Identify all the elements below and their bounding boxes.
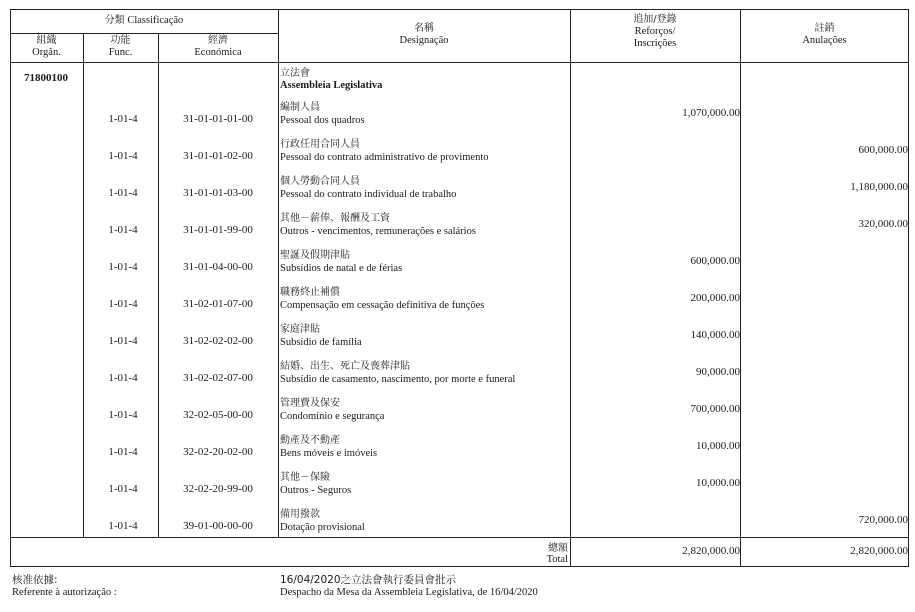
designation-pt: Outros - Seguros	[280, 485, 352, 496]
reinforcement-amount: 600,000.00	[690, 255, 740, 267]
divider-eco	[278, 9, 279, 538]
designation-zh: 個人勞動合同人員	[280, 176, 360, 187]
total-label-pt: Total	[546, 554, 568, 565]
func-code: 1-01-4	[108, 520, 138, 532]
designation-zh: 備用撥款	[280, 509, 320, 520]
func-code: 1-01-4	[108, 483, 138, 495]
designation-pt: Pessoal do contrato administrativo de provimento	[280, 152, 489, 163]
economic-code: 31-02-01-07-00	[183, 298, 253, 310]
reinforcement-amount: 10,000.00	[696, 477, 740, 489]
func-code: 1-01-4	[108, 335, 138, 347]
func-code: 1-01-4	[108, 150, 138, 162]
designation-zh: 職務終止補償	[280, 287, 340, 298]
designation-pt: Bens móveis e imóveis	[280, 448, 378, 459]
func-code: 1-01-4	[108, 113, 138, 125]
designation-zh: 家庭津貼	[280, 324, 320, 335]
designation-pt: Condomínio e segurança	[280, 411, 385, 422]
divider-reinforcement	[740, 9, 741, 567]
designation-zh: 聖誕及假期津貼	[280, 250, 350, 261]
economic-code: 31-01-01-03-00	[183, 187, 253, 199]
reinforcement-amount: 700,000.00	[690, 403, 740, 415]
organ-name-pt: Assembleia Legislativa	[280, 80, 383, 91]
total-top-line	[10, 537, 909, 538]
authorization-label-pt: Referente à autorização :	[12, 587, 117, 598]
reinforcement-amount: 200,000.00	[690, 292, 740, 304]
designation-pt: Subsídio de família	[280, 337, 362, 348]
organ-name-zh: 立法會	[280, 68, 310, 79]
reinforcement-amount: 1,070,000.00	[682, 107, 740, 119]
header-bottom-line	[10, 62, 909, 63]
header-subline	[10, 33, 278, 34]
total-annulment: 2,820,000.00	[850, 545, 908, 557]
economic-code: 32-02-05-00-00	[183, 409, 253, 421]
economic-code: 39-01-00-00-00	[183, 520, 253, 532]
reinforcement-amount: 90,000.00	[696, 366, 740, 378]
designation-pt: Pessoal dos quadros	[280, 115, 365, 126]
header-designation: 名稱 Designação	[399, 23, 449, 46]
economic-code: 32-02-20-99-00	[183, 483, 253, 495]
designation-zh: 管理費及保安	[280, 398, 340, 409]
designation-pt: Subsídio de casamento, nascimento, por morte e funeral	[280, 374, 516, 385]
economic-code: 31-01-01-01-00	[183, 113, 253, 125]
header-annulment: 註銷 Anulações	[802, 23, 847, 46]
annulment-amount: 720,000.00	[858, 514, 908, 526]
designation-zh: 其他－薪俸、報酬及工資	[280, 213, 390, 224]
header-reinforcement: 追加/登錄 Reforços/ Inscrições	[633, 14, 677, 49]
divider-organ	[83, 33, 84, 538]
designation-pt: Pessoal do contrato individual de trabalho	[280, 189, 457, 200]
designation-pt: Subsídios de natal e de férias	[280, 263, 403, 274]
designation-zh: 其他－保險	[280, 472, 330, 483]
annulment-amount: 1,180,000.00	[850, 181, 908, 193]
organ-code: 71800100	[24, 72, 68, 84]
header-func: 功能 Func.	[108, 35, 133, 58]
economic-code: 31-01-01-99-00	[183, 224, 253, 236]
authorization-label-zh: 核准依據:	[12, 574, 58, 586]
header-organ: 組織 Orgân.	[32, 35, 61, 58]
header-eco: 經濟 Económica	[194, 35, 242, 58]
authorization-value-pt: Despacho da Mesa da Assembleia Legislativa, de 16/04/2020	[280, 587, 538, 598]
func-code: 1-01-4	[108, 261, 138, 273]
authorization-value-zh: 16/04/2020之立法會執行委員會批示	[280, 574, 457, 586]
budget-document	[10, 9, 910, 601]
annulment-amount: 600,000.00	[858, 144, 908, 156]
economic-code: 32-02-20-02-00	[183, 446, 253, 458]
func-code: 1-01-4	[108, 224, 138, 236]
economic-code: 31-01-04-00-00	[183, 261, 253, 273]
economic-code: 31-01-01-02-00	[183, 150, 253, 162]
designation-zh: 行政任用合同人員	[280, 139, 360, 150]
reinforcement-amount: 140,000.00	[690, 329, 740, 341]
divider-func	[158, 33, 159, 538]
func-code: 1-01-4	[108, 372, 138, 384]
header-classification: 分類 Classificação	[104, 15, 184, 26]
economic-code: 31-02-02-07-00	[183, 372, 253, 384]
annulment-amount: 320,000.00	[858, 218, 908, 230]
func-code: 1-01-4	[108, 187, 138, 199]
func-code: 1-01-4	[108, 446, 138, 458]
economic-code: 31-02-02-02-00	[183, 335, 253, 347]
designation-zh: 結婚、出生、死亡及喪葬津貼	[280, 361, 410, 372]
func-code: 1-01-4	[108, 409, 138, 421]
designation-pt: Outros - vencimentos, remunerações e salários	[280, 226, 476, 237]
designation-pt: Compensação em cessação definitiva de funções	[280, 300, 485, 311]
total-label-zh: 總額	[548, 543, 568, 554]
total-reinforcement: 2,820,000.00	[682, 545, 740, 557]
func-code: 1-01-4	[108, 298, 138, 310]
divider-designation	[570, 9, 571, 567]
reinforcement-amount: 10,000.00	[696, 440, 740, 452]
designation-zh: 動產及不動產	[280, 435, 340, 446]
designation-zh: 編制人員	[280, 102, 320, 113]
designation-pt: Dotação provisional	[280, 522, 365, 533]
